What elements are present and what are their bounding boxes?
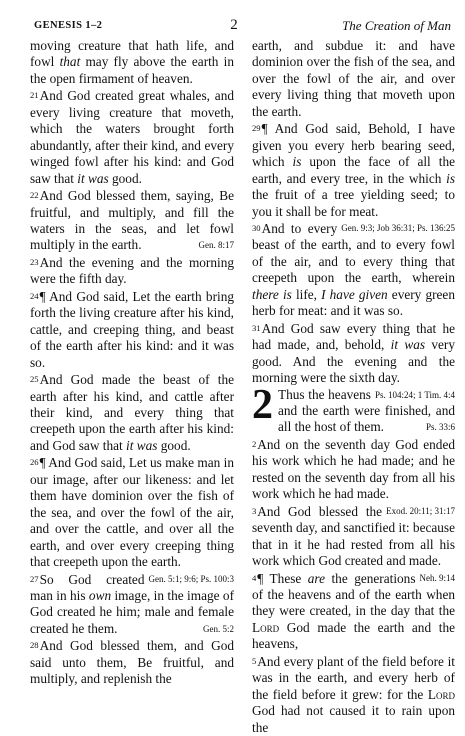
cross-reference: Exod. 20:11; 31:17 [386,505,455,516]
verse-text: ¶ And God said, Behold, I have given you every herb bearing seed, which is upon the face of all the earth, and every tree, in the which is the fruit of a tree yielding seed; to you it shall be for meat. [252,121,456,219]
verse-text: moving creature that hath life, and fowl that may fly above the earth in the open firmament of heaven. [30,38,234,86]
cross-reference: Ps. 104:24; 1 Tim. 4:4 [374,389,455,400]
verse-continuation [252,38,455,120]
right-column [252,38,455,736]
verse [30,288,234,371]
verse-number: 23 [30,256,39,267]
verse-number: 26 [30,457,39,468]
verse-text: And the evening and the morning were the fifth day. [30,254,234,287]
page-number: 2 [230,17,238,33]
book-chapter-label: GENESIS 1–2 [34,20,103,31]
verse-number: 5 [252,655,257,666]
verse-number: 30 [252,222,261,233]
verse-number: 4 [252,572,257,583]
verse-text: And God blessed them, saying, Be fruitful, and multiply, and fill the waters in the seas, and let fowl multiply in the earth. [30,188,234,253]
verse-number: 2 [252,438,257,449]
cross-reference: Gen. 8:17 [198,240,234,251]
running-header [0,18,465,34]
cross-reference: Gen. 5:1; 9:6; Ps. 100:3 [148,573,234,584]
verse-number: 27 [30,573,39,584]
verse-text: earth, and subdue it: and have dominion over the fish of the sea, and over the fowl of the air, and over every living thing that moveth upon the earth. [252,38,455,119]
verse-text: So God created man in his own image, in the image of God created he him; male and female created he them. [30,571,234,636]
verse [252,320,456,400]
cross-reference: Gen. 9:3; Job 36:31; Ps. 136:25 [341,222,455,233]
verse [30,187,234,254]
verse-text: And God blessed them, and God said unto them, Be fruitful, and multiply, and replenish the [30,638,234,687]
verse-text: ¶ These are the generations of the heavens and of the earth when they were created, in the day that the Lord God made the earth and the heavens, [252,570,455,652]
verse-text: ¶ And God said, Let the earth bring forth the living creature after his kind, cattle, and creeping thing, and beast of the earth after his kind: and it was so. [30,288,234,370]
verse-text: And God blessed the seventh day, and sanctified it: because that in it he had rested from all his work which God created and made. [252,503,455,569]
verse-text: And to every beast of the earth, and to every fowl of the air, and to every thing that creepeth upon the earth, wherein there is life, I have given every green herb for meat: and it was so. [252,220,455,319]
cross-reference: Ps. 33:6 [425,422,455,433]
section-title: The Creation of Man [342,18,451,33]
verse-text: And God created great whales, and every living creature that moveth, which the waters brought forth abundantly, after their kind, and every winged fowl after his kind: and God saw that it was good. [30,88,234,186]
verse-text: And God made the beast of the earth after his kind, and cattle after their kind, and every thing that creepeth upon the earth after his kind: and God saw that it was good. [30,372,234,453]
chapter-number: 2 [252,381,273,428]
verse-text: Thus the heavens and the earth were finished, and all the host of them. [278,386,455,435]
verse-number: 28 [30,640,39,651]
verse-number: 29 [252,123,261,134]
verse-number: 24 [30,290,39,301]
verse-number: 22 [30,190,39,201]
verse-text: And God saw every thing that he had made, and, behold, it was very good. And the evening and the morning were the sixth day. [252,320,456,386]
verse-text: And on the seventh day God ended his work which he had made; and he rested on the seventh day from all his work which he had made. [252,436,455,502]
verse-number: 25 [30,374,39,385]
verse-number: 21 [30,90,39,101]
verse-continuation [30,38,234,87]
verse-number: 31 [252,322,261,333]
verse [252,653,455,736]
cross-reference: Gen. 5:2 [203,623,234,634]
verse [30,254,234,288]
verse-number: 3 [252,505,257,516]
left-column [30,38,234,688]
verse-text: And every plant of the field before it was in the earth, and every herb of the field before it grew: for the Lord God had not caused it to rain upon the [252,653,455,735]
verse [30,637,234,687]
cross-reference: Neh. 9:14 [419,572,455,583]
verse [252,436,455,516]
verse-text: ¶ And God said, Let us make man in our image, after our likeness: and let them have dominion over the fish of the sea, and over the fowl of the air, and over the cattle, and over all the earth, and over every creeping thing that creepeth upon the earth. [30,455,234,570]
verse [30,87,234,187]
verse [30,371,234,454]
